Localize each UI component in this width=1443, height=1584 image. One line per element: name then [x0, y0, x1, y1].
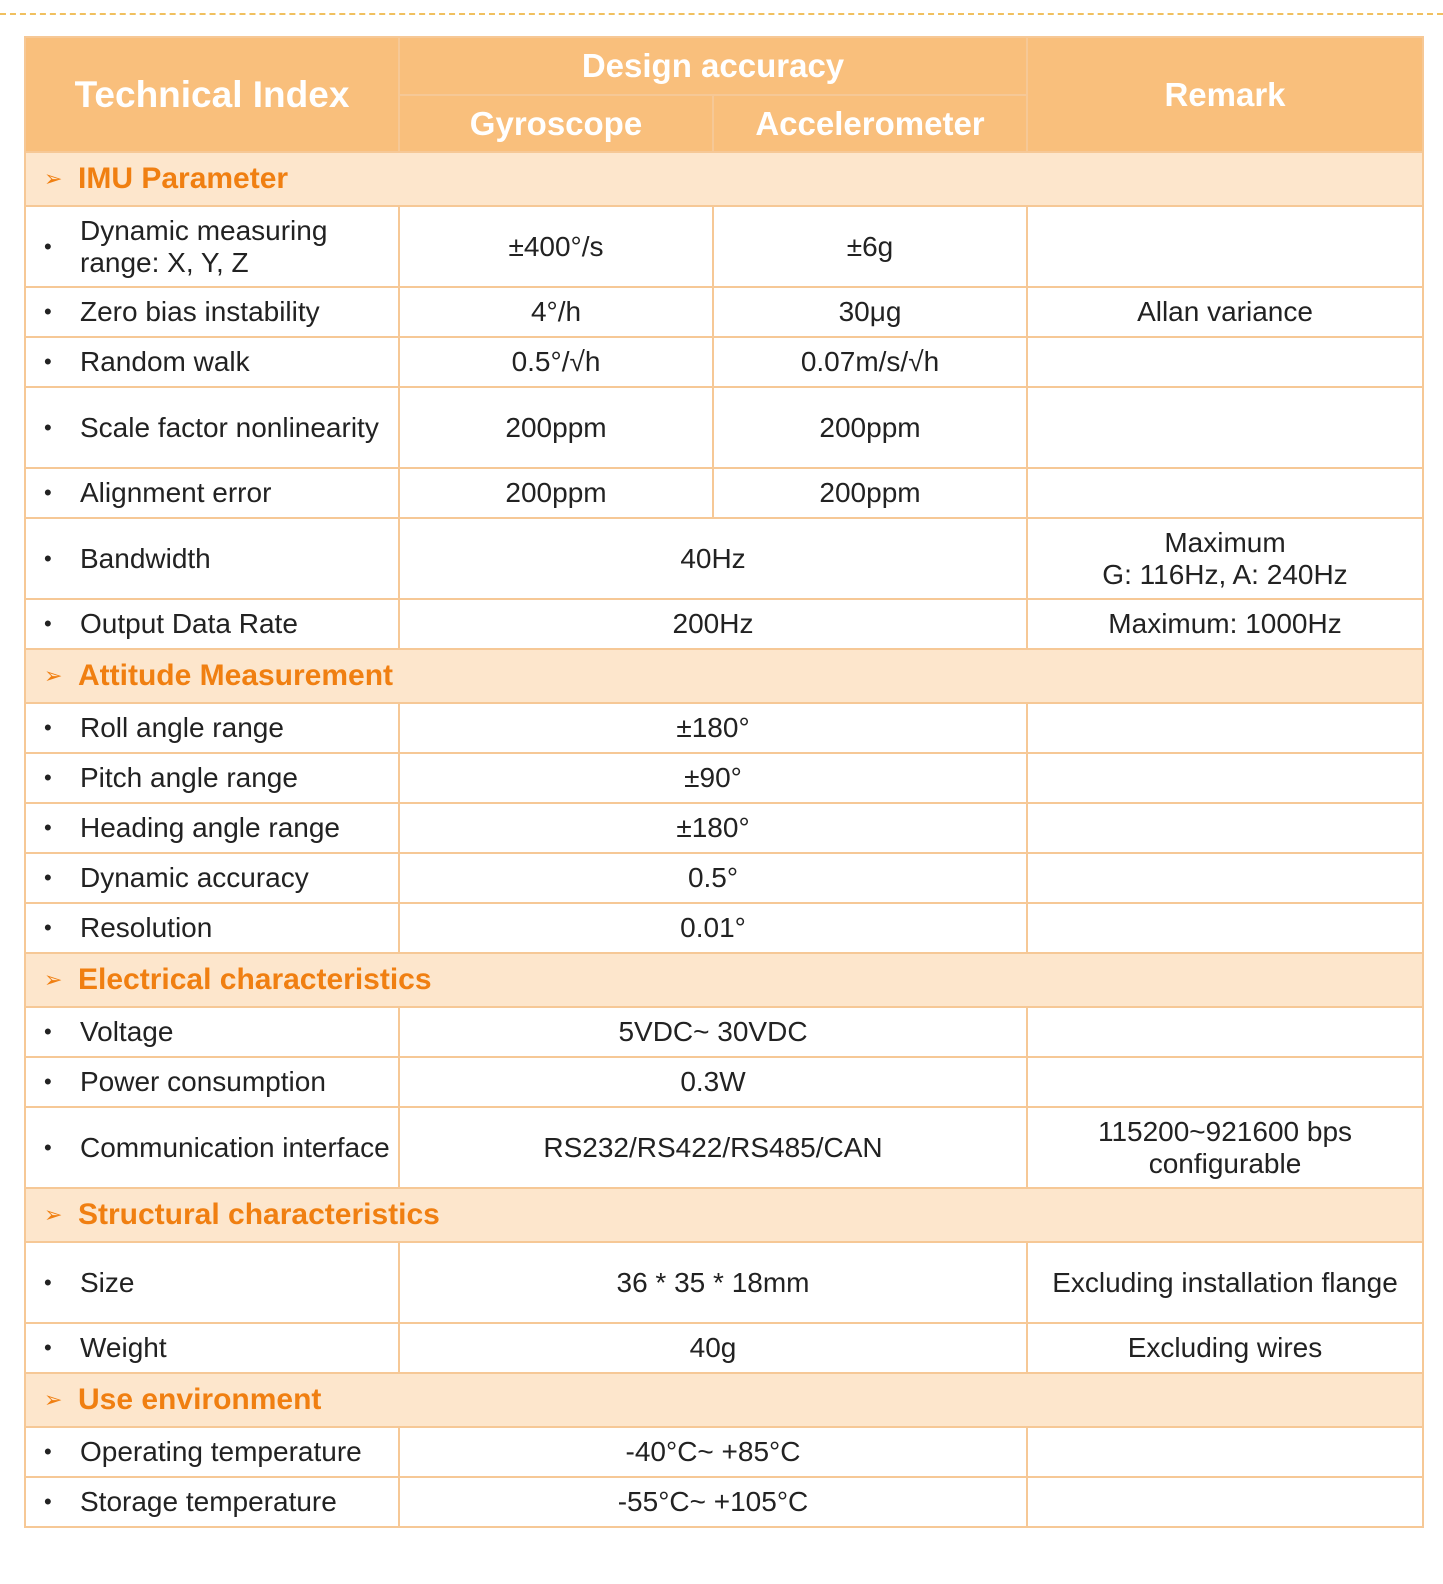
- table-row: [25, 1323, 1423, 1373]
- accelerometer-value: 200ppm: [713, 387, 1027, 468]
- remark-value: Allan variance: [1027, 287, 1423, 337]
- bullet-icon: •: [44, 715, 52, 740]
- bullet-icon: •: [44, 865, 52, 890]
- bullet-icon: •: [44, 545, 52, 571]
- gyroscope-value: 200ppm: [399, 468, 713, 518]
- row-name: Random walk: [80, 346, 250, 377]
- top-dashed-divider: [0, 13, 1443, 15]
- remark-value: Maximum: 1000Hz: [1027, 599, 1423, 649]
- arrow-right-icon: ➢: [44, 663, 63, 688]
- header-technical-index: Technical Index: [25, 37, 399, 152]
- remark-value: [1027, 1477, 1423, 1527]
- row-name: Weight: [80, 1332, 167, 1363]
- bullet-icon: •: [44, 1069, 52, 1094]
- row-name: Pitch angle range: [80, 762, 298, 793]
- shared-value: 5VDC~ 30VDC: [399, 1007, 1027, 1057]
- remark-value: [1027, 206, 1423, 287]
- section-header: [25, 953, 1423, 1007]
- bullet-icon: •: [44, 1134, 52, 1160]
- row-name: Zero bias instability: [80, 296, 320, 327]
- row-name: Resolution: [80, 912, 213, 943]
- shared-value: 200Hz: [399, 599, 1027, 649]
- row-name: Dynamic measuring range: X, Y, Z: [80, 214, 328, 278]
- remark-value: [1027, 853, 1423, 903]
- header-remark: Remark: [1027, 37, 1423, 152]
- bullet-icon: •: [44, 815, 52, 840]
- row-name: Power consumption: [80, 1066, 326, 1097]
- remark-value: Excluding wires: [1027, 1323, 1423, 1373]
- section-header: [25, 1188, 1423, 1242]
- section-header: [25, 1373, 1423, 1427]
- table-row: [25, 1057, 1423, 1107]
- row-name: Output Data Rate: [80, 608, 298, 639]
- shared-value: ±90°: [399, 753, 1027, 803]
- shared-value: -40°C~ +85°C: [399, 1427, 1027, 1477]
- table-row: [25, 903, 1423, 953]
- row-name: Scale factor nonlinearity: [80, 411, 379, 443]
- table-row: [25, 468, 1423, 518]
- table-row: [25, 803, 1423, 853]
- table-row: [25, 1427, 1423, 1477]
- bullet-icon: •: [44, 349, 52, 374]
- table-row: [25, 703, 1423, 753]
- shared-value: 40g: [399, 1323, 1027, 1373]
- remark-value: [1027, 703, 1423, 753]
- table-row: [25, 287, 1423, 337]
- shared-value: 0.3W: [399, 1057, 1027, 1107]
- remark-value: [1027, 1057, 1423, 1107]
- bullet-icon: •: [44, 765, 52, 790]
- row-name: Bandwidth: [80, 542, 211, 574]
- section-title: Structural characteristics: [78, 1198, 440, 1231]
- accelerometer-value: ±6g: [713, 206, 1027, 287]
- section-title: IMU Parameter: [78, 162, 289, 195]
- remark-value: Excluding installation flange: [1027, 1242, 1423, 1323]
- shared-value: 36 * 35 * 18mm: [399, 1242, 1027, 1323]
- remark-value: Maximum G: 116Hz, A: 240Hz: [1027, 518, 1423, 599]
- row-name: Storage temperature: [80, 1486, 337, 1517]
- remark-value: [1027, 1007, 1423, 1057]
- shared-value: ±180°: [399, 703, 1027, 753]
- section-title: Attitude Measurement: [78, 659, 394, 692]
- table-row: [25, 387, 1423, 468]
- table-row: [25, 1477, 1423, 1527]
- bullet-icon: •: [44, 915, 52, 940]
- bullet-icon: •: [44, 233, 52, 259]
- gyroscope-value: 4°/h: [399, 287, 713, 337]
- row-name: Operating temperature: [80, 1436, 362, 1467]
- remark-value: [1027, 1427, 1423, 1477]
- table-row: [25, 206, 1423, 287]
- arrow-right-icon: ➢: [44, 1387, 63, 1412]
- row-name: Dynamic accuracy: [80, 862, 309, 893]
- shared-value: 40Hz: [399, 518, 1027, 599]
- table-row: [25, 337, 1423, 387]
- shared-value: 0.5°: [399, 853, 1027, 903]
- bullet-icon: •: [44, 480, 52, 505]
- arrow-right-icon: ➢: [44, 967, 63, 992]
- remark-value: [1027, 468, 1423, 518]
- row-name: Communication interface: [80, 1131, 390, 1163]
- gyroscope-value: 0.5°/√h: [399, 337, 713, 387]
- header-gyroscope: Gyroscope: [399, 95, 713, 152]
- accelerometer-value: 0.07m/s/√h: [713, 337, 1027, 387]
- bullet-icon: •: [44, 1335, 52, 1360]
- table-row: [25, 1007, 1423, 1057]
- header-accelerometer: Accelerometer: [713, 95, 1027, 152]
- table-row: [25, 1242, 1423, 1323]
- shared-value: 0.01°: [399, 903, 1027, 953]
- row-name: Voltage: [80, 1016, 174, 1047]
- arrow-right-icon: ➢: [44, 1202, 63, 1227]
- table-row: [25, 1107, 1423, 1188]
- shared-value: ±180°: [399, 803, 1027, 853]
- remark-value: [1027, 337, 1423, 387]
- remark-value: [1027, 803, 1423, 853]
- shared-value: -55°C~ +105°C: [399, 1477, 1027, 1527]
- section-header: [25, 649, 1423, 703]
- remark-value: 115200~921600 bps configurable: [1027, 1107, 1423, 1188]
- bullet-icon: •: [44, 1019, 52, 1044]
- row-name: Size: [80, 1266, 135, 1298]
- gyroscope-value: ±400°/s: [399, 206, 713, 287]
- table-row: [25, 853, 1423, 903]
- row-name: Heading angle range: [80, 812, 340, 843]
- row-name: Alignment error: [80, 477, 272, 508]
- bullet-icon: •: [44, 414, 52, 440]
- remark-value: [1027, 903, 1423, 953]
- bullet-icon: •: [44, 1439, 52, 1464]
- section-title: Use environment: [78, 1383, 322, 1416]
- bullet-icon: •: [44, 1269, 52, 1295]
- accelerometer-value: 200ppm: [713, 468, 1027, 518]
- row-name: Roll angle range: [80, 712, 284, 743]
- header-design-accuracy: Design accuracy: [399, 37, 1027, 95]
- accelerometer-value: 30μg: [713, 287, 1027, 337]
- table-row: [25, 599, 1423, 649]
- table-row: [25, 753, 1423, 803]
- section-title: Electrical characteristics: [78, 963, 432, 996]
- bullet-icon: •: [44, 299, 52, 324]
- technical-spec-table: [24, 36, 1424, 1528]
- remark-value: [1027, 753, 1423, 803]
- bullet-icon: •: [44, 1489, 52, 1514]
- table-row: [25, 518, 1423, 599]
- shared-value: RS232/RS422/RS485/CAN: [399, 1107, 1027, 1188]
- gyroscope-value: 200ppm: [399, 387, 713, 468]
- arrow-right-icon: ➢: [44, 166, 63, 191]
- remark-value: [1027, 387, 1423, 468]
- bullet-icon: •: [44, 611, 52, 636]
- section-header: [25, 152, 1423, 206]
